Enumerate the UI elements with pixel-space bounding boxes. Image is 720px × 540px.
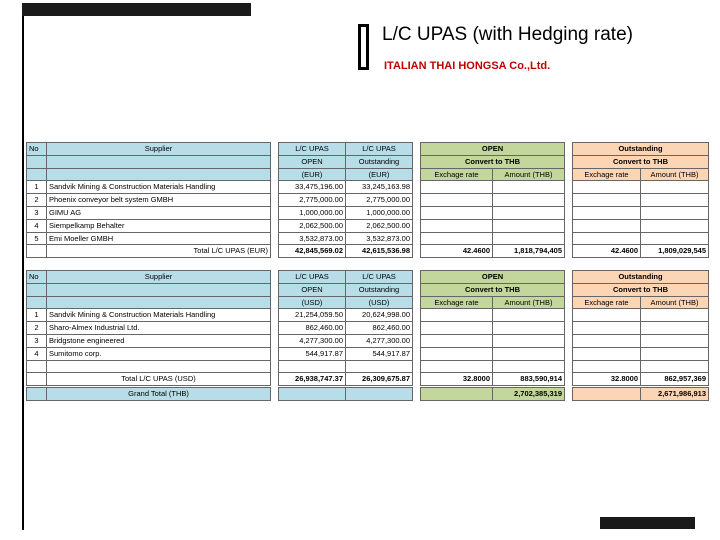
row-no: 5 (27, 232, 47, 245)
amount-thb-header: Amount (THB) (493, 296, 565, 309)
amount-thb-header: Amount (THB) (493, 168, 565, 181)
exchange-rate-header: Exchage rate (573, 296, 641, 309)
row-open: 1,000,000.00 (279, 206, 346, 219)
row-supplier: Phoenix conveyor belt system GMBH (47, 194, 271, 207)
convert-thb-label: Convert to THB (573, 283, 709, 296)
row-no: 4 (27, 219, 47, 232)
open-header: OPEN (279, 155, 346, 168)
no-header: No (27, 143, 47, 156)
table-row (27, 347, 709, 360)
row-outstanding: 2,775,000.00 (346, 194, 413, 207)
convert-thb-label: Convert to THB (421, 283, 565, 296)
row-supplier: Siempelkamp Behalter (47, 219, 271, 232)
top-decor-bar (22, 3, 251, 16)
row-no: 2 (27, 194, 47, 207)
open-exchange-rate: 32.8000 (421, 373, 493, 386)
amount-thb-header: Amount (THB) (641, 296, 709, 309)
table-row (27, 206, 709, 219)
lc-upas-header: L/C UPAS (279, 143, 346, 156)
currency-label: (EUR) (346, 168, 413, 181)
row-no: 3 (27, 206, 47, 219)
amount-thb-header: Amount (THB) (641, 168, 709, 181)
open-convert-header: OPEN (421, 271, 565, 284)
eur-lc-table (26, 142, 709, 258)
total-label: Total L/C UPAS (EUR) (47, 245, 271, 258)
row-outstanding: 4,277,300.00 (346, 334, 413, 347)
row-supplier: Sandvik Mining & Construction Materials Handling (47, 309, 271, 322)
outstanding-amount-thb: 1,809,029,545 (641, 245, 709, 258)
convert-thb-label: Convert to THB (421, 155, 565, 168)
grand-total-row (27, 388, 709, 401)
open-amount-thb: 883,590,914 (493, 373, 565, 386)
outstanding-header: Outstanding (346, 155, 413, 168)
row-no: 1 (27, 309, 47, 322)
bracket-icon (358, 24, 369, 70)
outstanding-convert-header: Outstanding (573, 143, 709, 156)
total-open: 26,938,747.37 (279, 373, 346, 386)
open-header: OPEN (279, 283, 346, 296)
outstanding-header: Outstanding (346, 283, 413, 296)
no-header: No (27, 271, 47, 284)
slide-title: L/C UPAS (with Hedging rate) (382, 24, 633, 45)
row-open: 862,460.00 (279, 322, 346, 335)
row-no: 4 (27, 347, 47, 360)
row-outstanding: 3,532,873.00 (346, 232, 413, 245)
row-open: 4,277,300.00 (279, 334, 346, 347)
outstanding-convert-header: Outstanding (573, 271, 709, 284)
outstanding-amount-thb: 862,957,369 (641, 373, 709, 386)
usd-lc-table (26, 270, 709, 386)
row-open: 2,775,000.00 (279, 194, 346, 207)
table-row (27, 181, 709, 194)
row-no: 2 (27, 322, 47, 335)
total-row (27, 373, 709, 386)
row-outstanding: 20,624,998.00 (346, 309, 413, 322)
open-convert-header: OPEN (421, 143, 565, 156)
exchange-rate-header: Exchage rate (421, 296, 493, 309)
table-row (27, 232, 709, 245)
supplier-header: Supplier (47, 271, 271, 284)
grand-open-amount: 2,702,385,319 (493, 388, 565, 401)
total-outstanding: 42,615,536.98 (346, 245, 413, 258)
row-supplier: GIMU AG (47, 206, 271, 219)
table-row (27, 194, 709, 207)
row-open: 21,254,059.50 (279, 309, 346, 322)
row-supplier: Bridgstone engineered (47, 334, 271, 347)
row-no: 1 (27, 181, 47, 194)
exchange-rate-header: Exchage rate (573, 168, 641, 181)
outstanding-exchange-rate: 32.8000 (573, 373, 641, 386)
grand-total-label: Grand Total (THB) (47, 388, 271, 401)
grand-total-table (26, 387, 709, 401)
company-subtitle: ITALIAN THAI HONGSA Co.,Ltd. (384, 60, 551, 72)
total-open: 42,845,569.02 (279, 245, 346, 258)
row-outstanding: 2,062,500.00 (346, 219, 413, 232)
lc-upas-header: L/C UPAS (346, 143, 413, 156)
total-row (27, 245, 709, 258)
row-supplier: Emi Moeller GMBH (47, 232, 271, 245)
row-outstanding: 544,917.87 (346, 347, 413, 360)
left-border-line (22, 16, 24, 530)
exchange-rate-header: Exchage rate (421, 168, 493, 181)
lc-upas-header: L/C UPAS (279, 271, 346, 284)
row-open: 3,532,873.00 (279, 232, 346, 245)
table-row (27, 334, 709, 347)
bottom-decor-bar (600, 517, 695, 529)
currency-label: (USD) (346, 296, 413, 309)
row-no: 3 (27, 334, 47, 347)
open-exchange-rate: 42.4600 (421, 245, 493, 258)
convert-thb-label: Convert to THB (573, 155, 709, 168)
row-outstanding: 33,245,163.98 (346, 181, 413, 194)
row-outstanding: 1,000,000.00 (346, 206, 413, 219)
currency-label: (EUR) (279, 168, 346, 181)
row-supplier: Sandvik Mining & Construction Materials Handling (47, 181, 271, 194)
open-amount-thb: 1,818,794,405 (493, 245, 565, 258)
row-supplier: Sharo-Almex Industrial Ltd. (47, 322, 271, 335)
lc-upas-header: L/C UPAS (346, 271, 413, 284)
table-row (27, 322, 709, 335)
grand-outstanding-amount: 2,671,986,913 (641, 388, 709, 401)
row-open: 33,475,196.00 (279, 181, 346, 194)
row-outstanding: 862,460.00 (346, 322, 413, 335)
supplier-header: Supplier (47, 143, 271, 156)
table-row (27, 309, 709, 322)
outstanding-exchange-rate: 42.4600 (573, 245, 641, 258)
row-supplier: Sumitomo corp. (47, 347, 271, 360)
row-open: 544,917.87 (279, 347, 346, 360)
total-label: Total L/C UPAS (USD) (47, 373, 271, 386)
row-open: 2,062,500.00 (279, 219, 346, 232)
currency-label: (USD) (279, 296, 346, 309)
total-outstanding: 26,309,675.87 (346, 373, 413, 386)
table-row (27, 219, 709, 232)
